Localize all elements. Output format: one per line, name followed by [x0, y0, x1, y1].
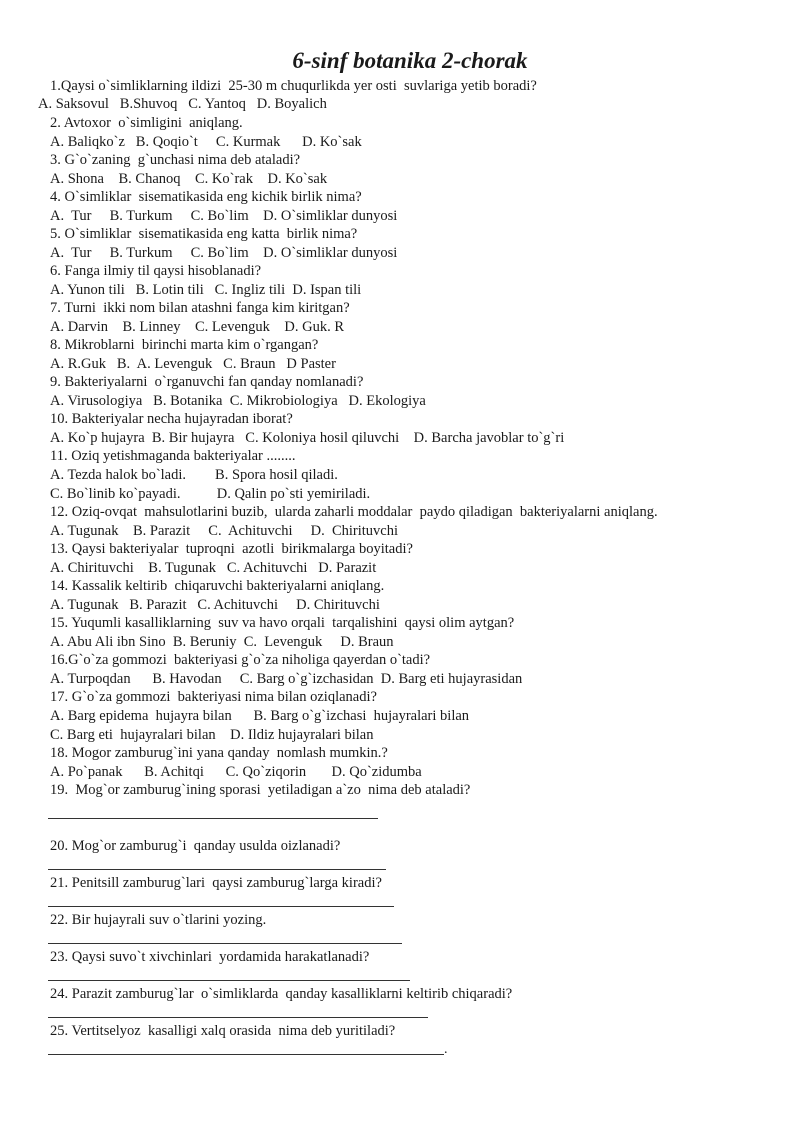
options-14: A. Tugunak B. Parazit C. Achituvchi D. Chirituvchi	[50, 597, 380, 613]
answer-line-25[interactable]	[48, 1054, 444, 1055]
question-8: 8. Mikroblarni birinchi marta kim o`rgangan?	[50, 337, 319, 353]
options-9: A. Virusologiya B. Botanika C. Mikrobiologiya D. Ekologiya	[50, 393, 426, 409]
options-18: A. Po`panak B. Achitqi C. Qo`ziqorin D. Qo`zidumba	[50, 764, 422, 780]
question-7: 7. Turni ikki nom bilan atashni fanga kim kiritgan?	[50, 300, 350, 316]
question-9: 9. Bakteriyalarni o`rganuvchi fan qanday nomlanadi?	[50, 374, 364, 390]
trailing-dot: .	[444, 1042, 448, 1057]
answer-line-23[interactable]	[48, 980, 410, 981]
options-6: A. Yunon tili B. Lotin tili C. Ingliz tili D. Ispan tili	[50, 282, 362, 298]
options-13: A. Chirituvchi B. Tugunak C. Achituvchi D. Parazit	[50, 560, 377, 576]
question-16: 16.G`o`za gommozi bakteriyasi g`o`za niholiga qayerdan o`tadi?	[50, 652, 431, 668]
page-title: 6-sinf botanika 2-chorak	[292, 48, 528, 73]
options-10: A. Ko`p hujayra B. Bir hujayra C. Koloniya hosil qiluvchi D. Barcha javoblar to`g`ri	[50, 430, 565, 446]
answer-line-22[interactable]	[48, 943, 402, 944]
question-2: 2. Avtoxor o`simligini aniqlang.	[50, 115, 243, 131]
question-10: 10. Bakteriyalar necha hujayradan iborat?	[50, 411, 293, 427]
options-17b: C. Barg eti hujayralari bilan D. Ildiz hujayralari bilan	[50, 727, 374, 743]
question-1: 1.Qaysi o`simliklarning ildizi 25-30 m chuqurlikda yer osti suvlariga yetib boradi?	[50, 78, 537, 94]
options-16: A. Turpoqdan B. Havodan C. Barg o`g`izchasidan D. Barg eti hujayrasidan	[50, 671, 523, 687]
question-25: 25. Vertitselyoz kasalligi xalq orasida nima deb yuritiladi?	[50, 1023, 396, 1039]
answer-line-24[interactable]	[48, 1017, 428, 1018]
options-2: A. Baliqko`z B. Qoqio`t C. Kurmak D. Ko`sak	[50, 134, 362, 150]
question-23: 23. Qaysi suvo`t xivchinlari yordamida harakatlanadi?	[50, 949, 370, 965]
question-18: 18. Mogor zamburug`ini yana qanday nomlash mumkin.?	[50, 745, 388, 761]
options-11b: C. Bo`linib ko`payadi. D. Qalin po`sti yemiriladi.	[50, 486, 371, 502]
options-4: A. Tur B. Turkum C. Bo`lim D. O`simliklar dunyosi	[50, 208, 398, 224]
answer-line-19[interactable]	[48, 818, 378, 819]
options-17a: A. Barg epidema hujayra bilan B. Barg o`g`izchasi hujayralari bilan	[50, 708, 470, 724]
question-11: 11. Oziq yetishmaganda bakteriyalar ........	[50, 448, 296, 464]
options-1: A. Saksovul B.Shuvoq C. Yantoq D. Boyalich	[38, 96, 327, 112]
question-4: 4. O`simliklar sisematikasida eng kichik birlik nima?	[50, 189, 362, 205]
question-19: 19. Mog`or zamburug`ining sporasi yetiladigan a`zo nima deb ataladi?	[50, 782, 471, 798]
options-3: A. Shona B. Chanoq C. Ko`rak D. Ko`sak	[50, 171, 328, 187]
question-17: 17. G`o`za gommozi bakteriyasi nima bilan oziqlanadi?	[50, 689, 377, 705]
answer-line-21[interactable]	[48, 906, 394, 907]
options-7: A. Darvin B. Linney C. Levenguk D. Guk. R	[50, 319, 344, 335]
question-15: 15. Yuqumli kasalliklarning suv va havo orqali tarqalishini qaysi olim aytgan?	[50, 615, 515, 631]
options-11a: A. Tezda halok bo`ladi. B. Spora hosil qiladi.	[50, 467, 338, 483]
question-6: 6. Fanga ilmiy til qaysi hisoblanadi?	[50, 263, 262, 279]
question-24: 24. Parazit zamburug`lar o`simliklarda qanday kasalliklarni keltirib chiqaradi?	[50, 986, 513, 1002]
options-5: A. Tur B. Turkum C. Bo`lim D. O`simliklar dunyosi	[50, 245, 398, 261]
question-22: 22. Bir hujayrali suv o`tlarini yozing.	[50, 912, 267, 928]
question-3: 3. G`o`zaning g`unchasi nima deb ataladi?	[50, 152, 301, 168]
question-14: 14. Kassalik keltirib chiqaruvchi bakteriyalarni aniqlang.	[50, 578, 385, 594]
question-13: 13. Qaysi bakteriyalar tuproqni azotli birikmalarga boyitadi?	[50, 541, 413, 557]
question-20: 20. Mog`or zamburug`i qanday usulda oizlanadi?	[50, 838, 341, 854]
answer-line-20[interactable]	[48, 869, 386, 870]
question-5: 5. O`simliklar sisematikasida eng katta birlik nima?	[50, 226, 358, 242]
question-12: 12. Oziq-ovqat mahsulotlarini buzib, ularda zaharli moddalar paydo qiladigan bakteriyalarni aniqlang.	[50, 504, 658, 520]
options-12: A. Tugunak B. Parazit C. Achituvchi D. Chirituvchi	[50, 523, 398, 539]
options-8: A. R.Guk B. A. Levenguk C. Braun D Paster	[50, 356, 336, 372]
options-15: A. Abu Ali ibn Sino B. Beruniy C. Levenguk D. Braun	[50, 634, 394, 650]
question-21: 21. Penitsill zamburug`lari qaysi zamburug`larga kiradi?	[50, 875, 382, 891]
